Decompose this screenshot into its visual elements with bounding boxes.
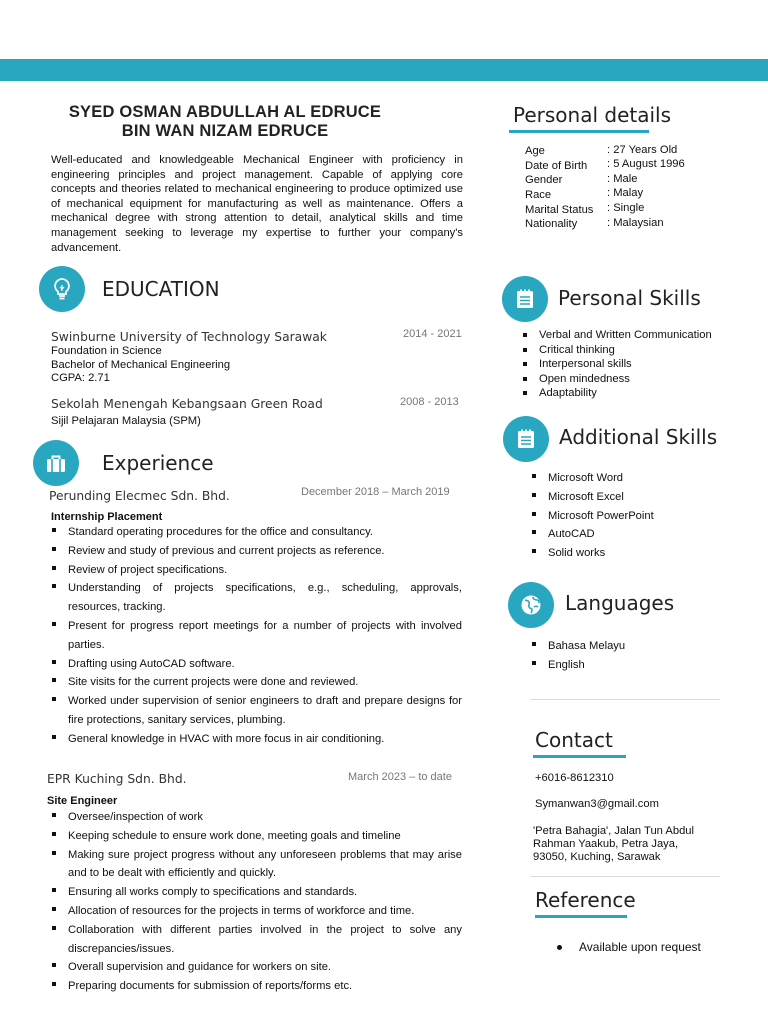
duty-item: Drafting using AutoCAD software.: [50, 655, 462, 674]
duty-item: Allocation of resources for the projects in terms of workforce and time.: [50, 902, 462, 921]
education-line: Foundation in Science: [51, 345, 162, 357]
detail-label: Age: [525, 145, 545, 157]
address-line: 93050, Kuching, Sarawak: [533, 850, 661, 863]
briefcase-icon: [33, 440, 79, 486]
duty-item: Making sure project progress without any unforeseen problems that may arise and to be dealt with efficiently and quickly.: [50, 846, 462, 884]
job-role: Site Engineer: [47, 795, 118, 807]
duty-item: General knowledge in HVAC with more focus in air conditioning.: [50, 730, 462, 749]
skill-item: Open mindedness: [521, 372, 751, 387]
globe-icon: [508, 582, 554, 628]
candidate-name: [40, 103, 410, 141]
duty-item: Worked under supervision of senior engineers to draft and prepare designs for fire protections, sanitary services, plumbing.: [50, 692, 462, 730]
personal-details-table: [525, 145, 755, 235]
bullet-dot: [557, 945, 562, 950]
address-line: Rahman Yaakub, Petra Jaya,: [533, 837, 679, 850]
skill-item: Interpersonal skills: [521, 357, 751, 372]
experience-title: Experience: [102, 451, 214, 475]
duty-item: Keeping schedule to ensure work done, meeting goals and timeline: [50, 827, 462, 846]
contact-title: Contact: [535, 728, 613, 752]
education-date: 2008 - 2013: [400, 396, 459, 408]
duty-item: Site visits for the current projects were done and reviewed.: [50, 673, 462, 692]
name-line-1: SYED OSMAN ABDULLAH AL EDRUCE: [68, 103, 382, 121]
skill-item: Solid works: [530, 544, 750, 563]
reference-text: Available upon request: [579, 940, 701, 954]
personal-skills-title: Personal Skills: [558, 286, 701, 310]
duty-item: Standard operating procedures for the office and consultancy.: [50, 523, 462, 542]
contact-address: [533, 825, 694, 863]
job-company: Perunding Elecmec Sdn. Bhd.: [49, 489, 230, 503]
job-duties: [50, 523, 462, 749]
detail-value: : Malaysian: [607, 217, 664, 229]
duty-item: Review of project specifications.: [50, 561, 462, 580]
detail-label: Date of Birth: [525, 160, 588, 172]
contact-email[interactable]: Symanwan3@gmail.com: [535, 798, 659, 810]
additional-skills-list: [530, 469, 750, 563]
detail-label: Nationality: [525, 218, 578, 230]
address-line: 'Petra Bahagia', Jalan Tun Abdul: [533, 825, 695, 837]
notepad-icon: [503, 416, 549, 462]
detail-label: Race: [525, 189, 552, 201]
profile-summary: Well-educated and knowledgeable Mechanical Engineer with proficiency in engineering principles and project management. Capable of applying core concepts and theories related to mechanical engineering to produce optimized use of mechanical equipment for manufacturing as well as maintenance. Offers a mechanical degree with strong attention to detail, analytical skills and time management seeking to leverage my expertise to further your company's advancement.: [51, 154, 463, 254]
job-role: Internship Placement: [51, 511, 163, 523]
education-title: EDUCATION: [102, 277, 220, 301]
title-underline: [535, 915, 627, 918]
detail-value: : Malay: [607, 187, 644, 199]
duty-item: Review and study of previous and current projects as reference.: [50, 542, 462, 561]
detail-value: : Male: [607, 173, 638, 185]
skill-item: Microsoft Word: [530, 469, 750, 488]
lightbulb-icon: [39, 266, 85, 312]
personal-skills-list: [521, 328, 751, 401]
language-item: English: [530, 656, 730, 675]
education-line: CGPA: 2.71: [51, 372, 110, 384]
skill-item: Verbal and Written Communication: [521, 328, 751, 343]
languages-title: Languages: [565, 591, 675, 615]
languages-list: [530, 637, 730, 675]
language-item: Bahasa Melayu: [530, 637, 730, 656]
name-line-2: BIN WAN NIZAM EDRUCE: [121, 122, 329, 140]
skill-item: Critical thinking: [521, 343, 751, 358]
duty-item: Understanding of projects specifications, e.g., scheduling, approvals, resources, tracking.: [50, 579, 462, 617]
duty-item: Preparing documents for submission of reports/forms etc.: [50, 977, 462, 996]
duty-item: Overall supervision and guidance for workers on site.: [50, 958, 462, 977]
duty-item: Ensuring all works comply to specifications and standards.: [50, 883, 462, 902]
skill-item: Microsoft PowerPoint: [530, 507, 750, 526]
personal-details-title: Personal details: [513, 103, 672, 127]
notepad-icon: [502, 276, 548, 322]
education-date: 2014 - 2021: [403, 328, 462, 340]
detail-value: : Single: [607, 202, 645, 214]
job-date: December 2018 – March 2019: [301, 486, 450, 498]
education-line: Bachelor of Mechanical Engineering: [51, 358, 231, 371]
education-school: Sekolah Menengah Kebangsaan Green Road: [51, 397, 323, 411]
skill-item: Adaptability: [521, 386, 751, 401]
header-accent-bar: [0, 59, 768, 81]
skill-item: Microsoft Excel: [530, 488, 750, 507]
reference-item: [557, 940, 701, 954]
education-school: Swinburne University of Technology Sarawak: [51, 330, 327, 344]
detail-label: Marital Status: [525, 204, 594, 216]
job-date: March 2023 – to date: [348, 771, 452, 783]
divider: [530, 699, 720, 700]
job-company: EPR Kuching Sdn. Bhd.: [47, 772, 187, 786]
title-underline: [509, 130, 649, 133]
job-duties: [50, 808, 462, 996]
education-line: Sijil Pelajaran Malaysia (SPM): [51, 415, 201, 427]
additional-skills-title: Additional Skills: [559, 425, 718, 449]
detail-label: Gender: [525, 174, 563, 186]
education-details: [51, 345, 230, 386]
detail-value: : 27 Years Old: [607, 144, 678, 156]
duty-item: Present for progress report meetings for a number of projects with involved parties.: [50, 617, 462, 655]
contact-phone: +6016-8612310: [535, 772, 614, 784]
skill-item: AutoCAD: [530, 525, 750, 544]
title-underline: [533, 755, 626, 758]
reference-title: Reference: [535, 888, 636, 912]
detail-value: : 5 August 1996: [607, 158, 685, 170]
duty-item: Collaboration with different parties involved in the project to solve any discrepancies/issues.: [50, 921, 462, 959]
divider: [530, 876, 720, 877]
duty-item: Oversee/inspection of work: [50, 808, 462, 827]
